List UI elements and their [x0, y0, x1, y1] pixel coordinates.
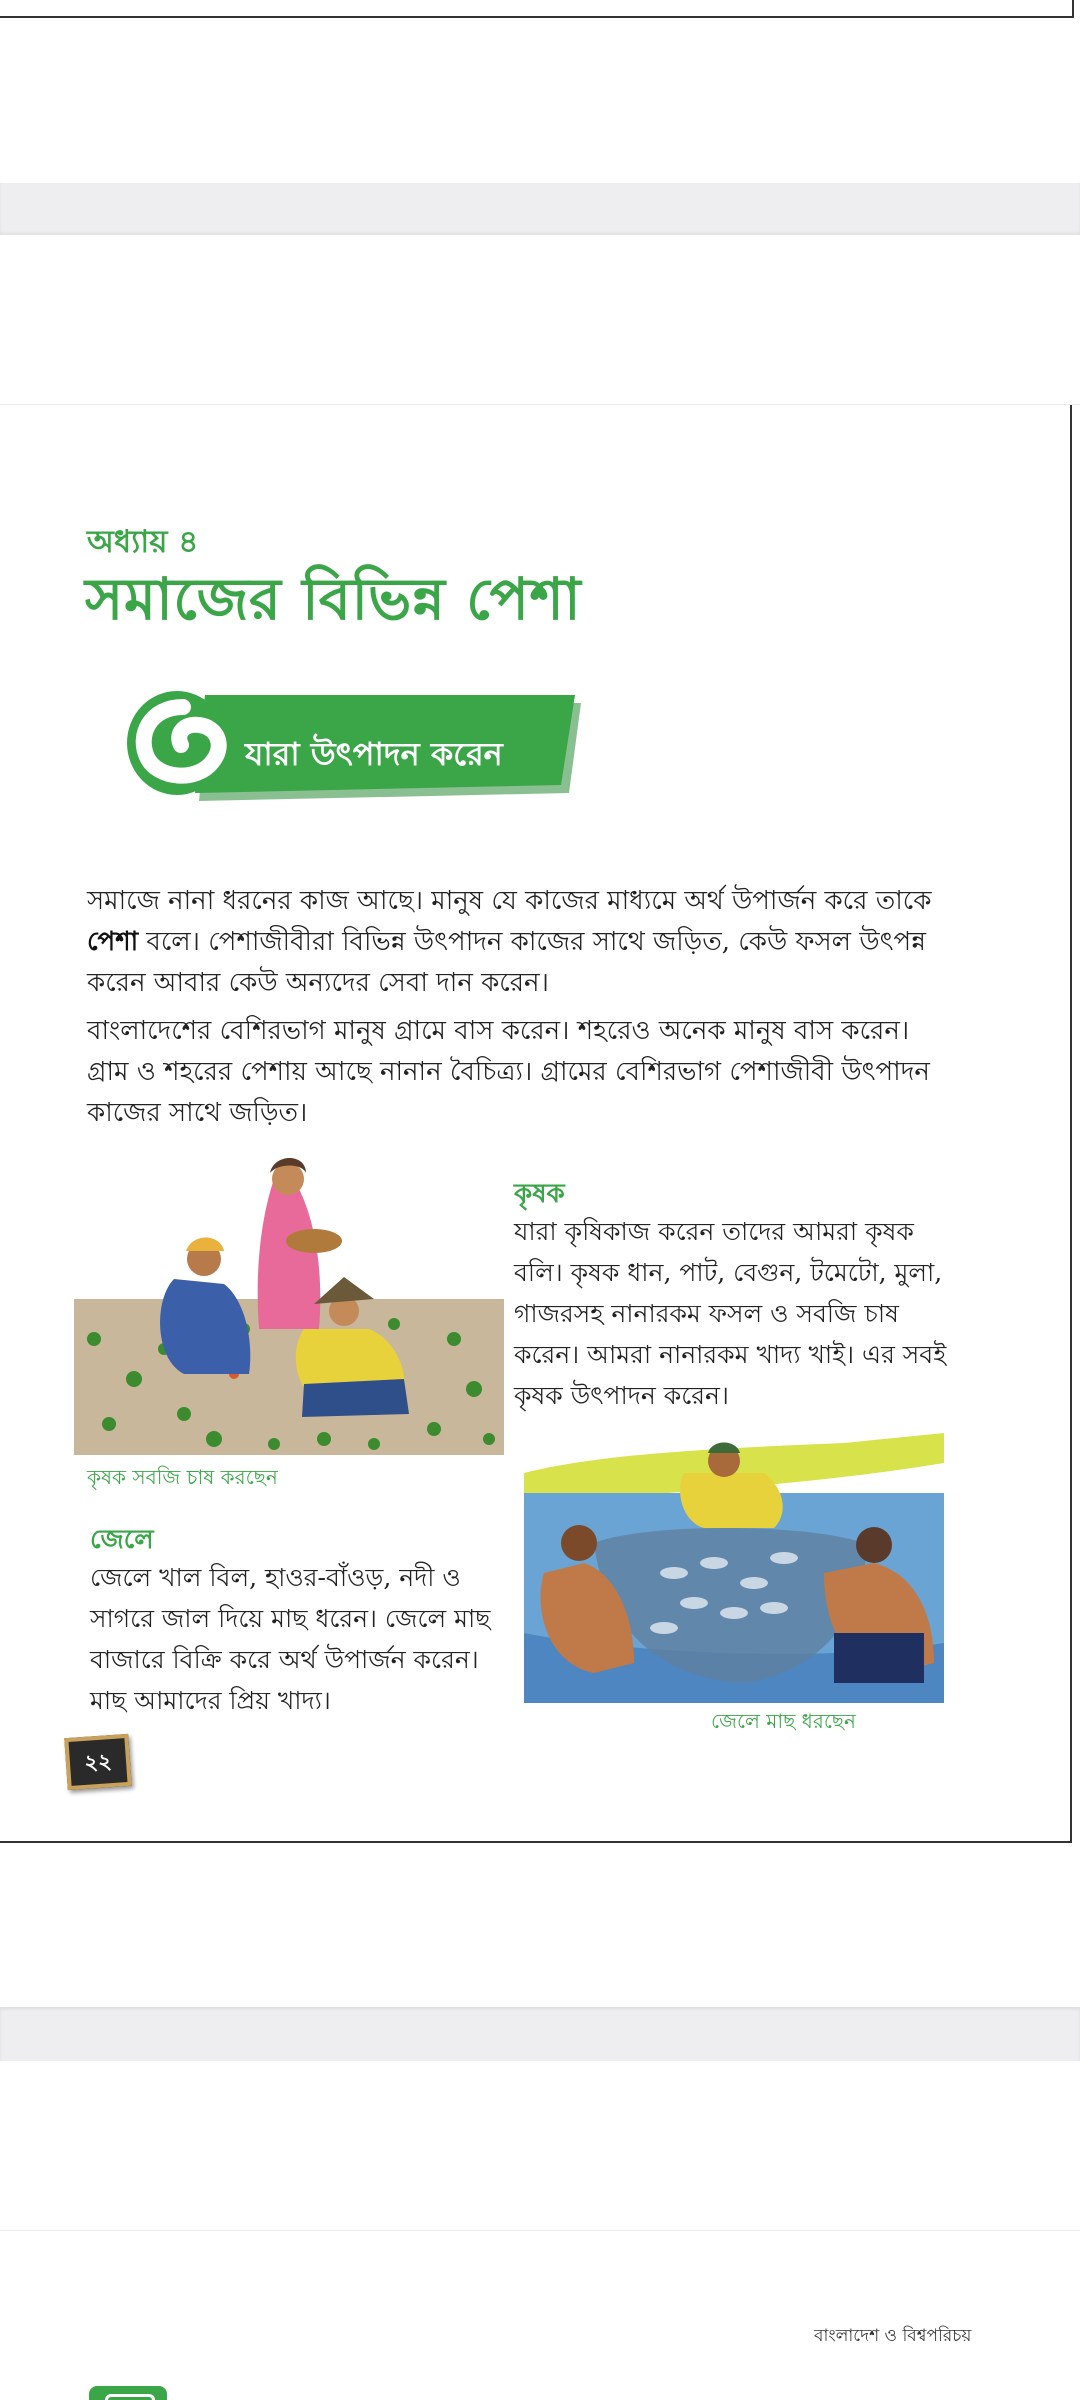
intro-paragraph	[87, 881, 937, 1004]
chapter-label: অধ্যায় ৪	[87, 524, 199, 560]
page-gap	[0, 183, 1080, 235]
farmer-caption: কৃষক সবজি চাষ করছেন	[87, 1465, 278, 1489]
section-title: যারা উৎপাদন করেন	[245, 735, 503, 773]
intro-text-end: বলে। পেশাজীবীরা বিভিন্ন উৎপাদন কাজের সাথে জড়িত, কেউ ফসল উৎপন্ন করেন আবার কেউ অন্যদের সেবা দান করেন।	[87, 927, 926, 998]
second-paragraph: বাংলাদেশের বেশিরভাগ মানুষ গ্রামে বাস করেন। শহরেও অনেক মানুষ বাস করেন। গ্রাম ও শহরের পেশায় আছে নানান বৈচিত্র্য। গ্রামের বেশিরভাগ পেশাজীবী উৎপাদন কাজের সাথে জড়িত।	[87, 1016, 930, 1128]
farmer-text: যারা কৃষিকাজ করেন তাদের আমরা কৃষক বলি। কৃষক ধান, পাট, বেগুন, টমেটো, মুলা, গাজরসহ নানারকম ফসল ও সবজি চাষ করেন। আমরা নানারকম খাদ্য খাই। এর সবই কৃষক উৎপাদন করেন।	[514, 1217, 947, 1410]
previous-page-edge	[0, 0, 1074, 18]
chapter-title: সমাজের বিভিন্ন পেশা	[85, 565, 582, 633]
page-gap	[0, 2007, 1080, 2061]
farmer-illustration	[74, 1149, 504, 1455]
fisherman-illustration	[524, 1433, 944, 1703]
page-number: ২২	[64, 1734, 131, 1790]
section-number-icon	[125, 687, 235, 805]
running-head: বাংলাদেশ ও বিশ্বপরিচয়	[814, 2326, 972, 2346]
intro-text-start: সমাজে নানা ধরনের কাজ আছে। মানুষ যে কাজের মাধ্যমে অর্থ উপার্জন করে তাকে	[87, 886, 932, 916]
section-banner	[125, 687, 585, 805]
next-page	[0, 2231, 1080, 2400]
fisherman-caption: জেলে মাছ ধরছেন	[711, 1709, 856, 1733]
next-page-banner-tab	[89, 2386, 167, 2400]
fisherman-heading: জেলে	[90, 1525, 154, 1555]
farmer-heading: কৃষক	[514, 1179, 565, 1209]
fisherman-text: জেলে খাল বিল, হাওর-বাঁওড়, নদী ও সাগরে জাল দিয়ে মাছ ধরেন। জেলে মাছ বাজারে বিক্রি করে অর্থ উপার্জন করেন। মাছ আমাদের প্রিয় খাদ্য।	[90, 1563, 491, 1715]
book-page	[0, 405, 1072, 1843]
keyword-profession: পেশা	[87, 927, 139, 957]
